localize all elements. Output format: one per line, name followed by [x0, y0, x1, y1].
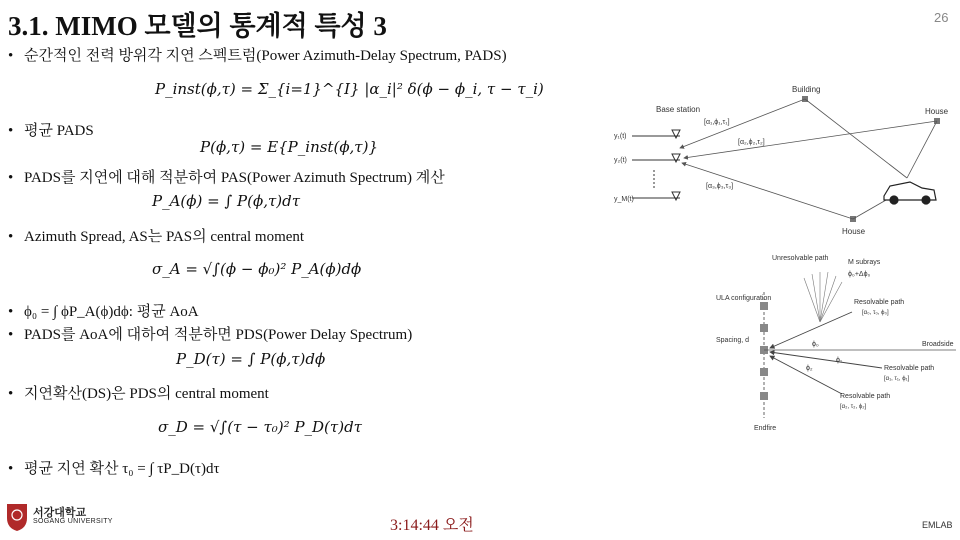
subray-angle-label: ϕ₀+Δϕ₀ — [848, 271, 871, 278]
resolvable-top-params: [α₀, τ₀, ϕ₀] — [862, 310, 889, 316]
bullet-mean-pads: • 평균 PADS — [8, 123, 94, 139]
resolvable-bot-label: Resolvable path — [840, 393, 891, 400]
bullet-pds: • PADS를 AoA에 대하여 적분하면 PDS(Power Delay Spectrum) — [8, 327, 413, 343]
slide-title: 3.1. MIMO 모델의 통계적 특성 3 — [8, 11, 387, 41]
house-bottom-label: House — [842, 227, 866, 236]
resolvable-top-label: Resolvable path — [854, 299, 905, 306]
msubrays-label: M subrays — [848, 259, 881, 266]
phi2-label: ϕ₂ — [806, 365, 813, 372]
endfire-label: Endfire — [754, 425, 777, 432]
bullet-azimuth-spread: • Azimuth Spread, AS는 PAS의 central moment — [8, 229, 305, 245]
subrays-fan — [804, 272, 842, 322]
footer-lab-name: EMLAB — [922, 520, 953, 530]
footer-timestamp: 3:14:44 오전 — [390, 517, 474, 534]
resolvable-mid-label: Resolvable path — [884, 365, 935, 372]
equation-sigma-a: σ_A = √∫(ϕ − ϕ₀)² P_A(ϕ)dϕ — [152, 260, 362, 278]
bullet-pads-inst: • 순간적인 전력 방위각 지연 스펙트럼(Power Azimuth-Delay Spectrum, PADS) — [8, 48, 507, 64]
equation-p-inst: P_inst(ϕ,τ) = Σ_{i=1}^{I} |α_i|² δ(ϕ − ϕ_i, τ − τ_i) — [155, 80, 544, 98]
phi1-label: ϕ₁ — [836, 357, 843, 364]
base-station-label: Base station — [656, 105, 701, 114]
path3-label: [α₃,ϕ₃,τ₃] — [706, 183, 734, 190]
antenna-array-icon — [632, 130, 680, 200]
shield-icon — [5, 502, 29, 532]
resolvable-mid-params: [α₁, τ₁, ϕ₁] — [884, 376, 910, 382]
ula-label: ULA configuration — [716, 295, 772, 302]
y1-label: y₁(t) — [614, 133, 627, 140]
building-label: Building — [792, 85, 821, 94]
resolvable-bot-params: [α₂, τ₂, ϕ₂] — [840, 404, 867, 410]
equation-p-mean: P(ϕ,τ) = E{P_inst(ϕ,τ)} — [200, 138, 379, 156]
unresolvable-label: Unresolvable path — [772, 255, 829, 262]
path1-label: [α₁,ϕ₁,τ₁] — [704, 119, 730, 126]
equation-p-a: P_A(ϕ) = ∫ P(ϕ,τ)dτ — [152, 192, 301, 210]
house-right-label: House — [925, 107, 949, 116]
broadside-label: Broadside — [922, 341, 954, 348]
bullet-mean-delay: • 평균 지연 확산 τ₀ = ∫ τP_D(τ)dτ — [8, 461, 220, 477]
page-number: 26 — [934, 10, 949, 25]
y2-label: y₂(t) — [614, 157, 627, 164]
yM-label: y_M(t) — [614, 196, 634, 203]
university-logo: 서강대학교 SOGANG UNIVERSITY — [5, 500, 115, 534]
bullet-mean-aoa: • ϕ₀ = ∫ ϕP_A(ϕ)dϕ: 평균 AoA — [8, 304, 199, 320]
spacing-label: Spacing, d — [716, 337, 750, 344]
car-icon — [884, 182, 936, 204]
ula-paths-figure — [712, 248, 960, 436]
multipath-scenario-figure — [612, 78, 960, 238]
path2-label: [α₂,ϕ₂,τ₂] — [738, 139, 765, 146]
bullet-pas: • PADS를 지연에 대해 적분하여 PAS(Power Azimuth Spectrum) 계산 — [8, 170, 445, 186]
equation-p-d: P_D(τ) = ∫ P(ϕ,τ)dϕ — [176, 350, 326, 368]
phi0-label: ϕ₀ — [812, 341, 819, 348]
equation-sigma-d: σ_D = √∫(τ − τ₀)² P_D(τ)dτ — [158, 418, 362, 436]
bullet-delay-spread: • 지연확산(DS)은 PDS의 central moment — [8, 386, 269, 402]
ula-elements — [760, 302, 768, 400]
